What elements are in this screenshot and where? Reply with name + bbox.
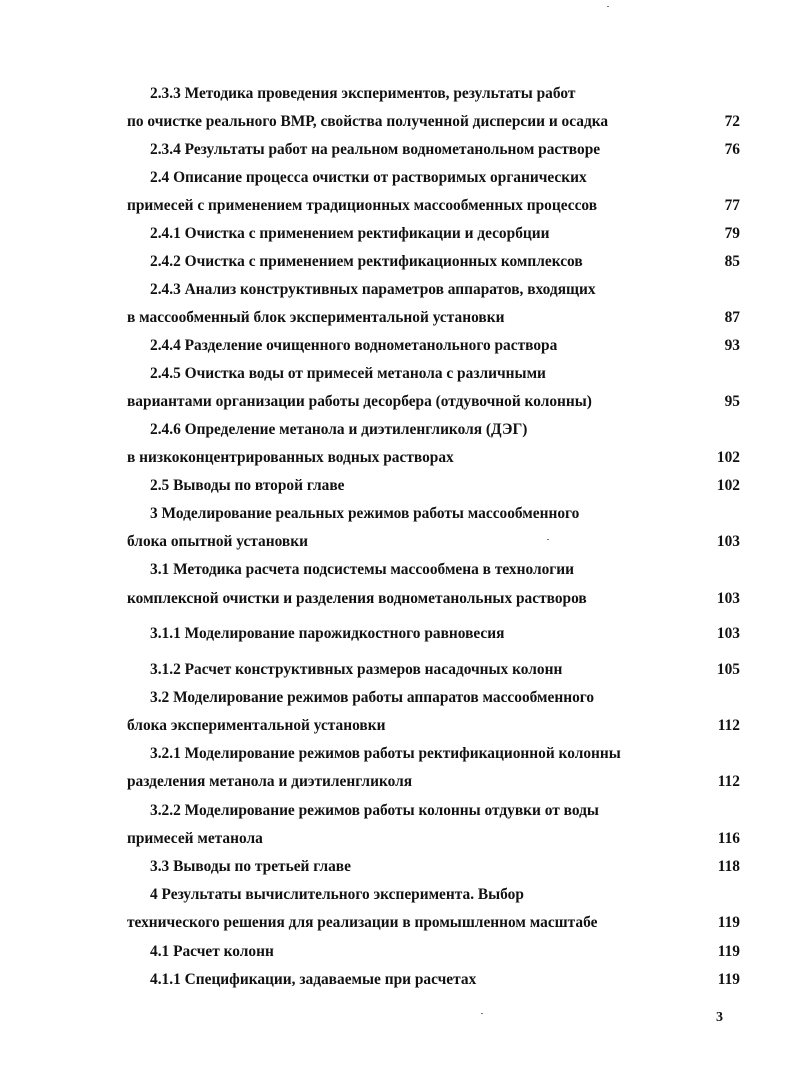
toc-entry-page: 103 — [716, 590, 740, 607]
toc-line — [0, 969, 797, 991]
toc-line — [0, 251, 797, 273]
toc-entry-text: 4.1 Расчет колонн — [150, 943, 274, 960]
toc-entry-text: 2.3.3 Методика проведения экспериментов, результаты работ — [150, 85, 576, 102]
toc-entry-page: 87 — [724, 309, 740, 326]
toc-line — [0, 195, 797, 217]
toc-entry-page: 112 — [717, 717, 740, 734]
toc-line — [0, 279, 797, 301]
toc-line — [0, 588, 797, 610]
toc-line — [0, 223, 797, 245]
toc-entry-page: 95 — [724, 393, 740, 410]
toc-entry-text: блока экспериментальной установки — [127, 717, 386, 734]
toc-entry-page: 112 — [717, 773, 740, 790]
toc-entry-page: 103 — [716, 533, 740, 550]
toc-entry-text: 3.3 Выводы по третьей главе — [150, 858, 351, 875]
toc-entry-text: 2.4.4 Разделение очищенного воднометанольного раствора — [150, 337, 558, 354]
toc-entry-page: 118 — [717, 858, 740, 875]
scan-speck — [607, 6, 609, 7]
toc-entry-text: примесей с применением традиционных массообменных процессов — [127, 197, 598, 214]
toc-entry-page: 102 — [716, 449, 740, 466]
toc-line — [0, 559, 797, 581]
toc-line — [0, 447, 797, 469]
toc-entry-text: 3 Моделирование реальных режимов работы массообменного — [150, 505, 580, 522]
toc-line — [0, 475, 797, 497]
toc-entry-text: 2.4.6 Определение метанола и диэтиленгликоля (ДЭГ) — [150, 421, 528, 438]
page-number: 3 — [716, 1010, 723, 1025]
scan-speck — [481, 1013, 483, 1014]
toc-entry-page: 103 — [716, 625, 740, 642]
toc-entry-page: 102 — [716, 477, 740, 494]
toc-entry-page: 119 — [717, 943, 740, 960]
toc-line — [0, 139, 797, 161]
toc-line — [0, 363, 797, 385]
toc-entry-text: 2.4.1 Очистка с применением ректификации и десорбции — [150, 225, 550, 242]
toc-line — [0, 83, 797, 105]
toc-line — [0, 941, 797, 963]
toc-entry-text: по очистке реального ВМР, свойства полученной дисперсии и осадка — [127, 113, 609, 130]
toc-line — [0, 167, 797, 189]
toc-entry-text: комплексной очистки и разделения воднометанольных растворов — [127, 590, 587, 607]
toc-line — [0, 391, 797, 413]
toc-line — [0, 800, 797, 822]
toc-line — [0, 856, 797, 878]
toc-line — [0, 687, 797, 709]
toc-entry-text: 2.5 Выводы по второй главе — [150, 477, 345, 494]
toc-entry-page: 93 — [724, 337, 740, 354]
toc-entry-page: 105 — [716, 661, 740, 678]
toc-entry-text: 3.1.1 Моделирование парожидкостного равновесия — [150, 625, 505, 642]
toc-entry-text: 3.1.2 Расчет конструктивных размеров насадочных колонн — [150, 661, 563, 678]
toc-line — [0, 743, 797, 765]
toc-entry-text: 3.1 Методика расчета подсистемы массообмена в технологии — [150, 561, 575, 578]
toc-line — [0, 884, 797, 906]
toc-entry-text: 3.2.2 Моделирование режимов работы колонны отдувки от воды — [150, 802, 599, 819]
toc-entry-text: 2.4.2 Очистка с применением ректификационных комплексов — [150, 253, 583, 270]
toc-entry-text: 3.2.1 Моделирование режимов работы ректификационной колонны — [150, 745, 621, 762]
scan-speck — [547, 539, 549, 540]
toc-entry-page: 85 — [724, 253, 740, 270]
toc-entry-page: 119 — [717, 914, 740, 931]
toc-entry-text: 4 Результаты вычислительного эксперимента. Выбор — [150, 886, 524, 903]
toc-entry-page: 79 — [724, 225, 740, 242]
toc-entry-text: 2.4.3 Анализ конструктивных параметров аппаратов, входящих — [150, 281, 596, 298]
toc-line — [0, 503, 797, 525]
toc-entry-text: в массообменный блок экспериментальной установки — [127, 309, 505, 326]
toc-entry-page: 116 — [717, 830, 740, 847]
toc-line — [0, 111, 797, 133]
toc-entry-text: 2.4.5 Очистка воды от примесей метанола с различными — [150, 365, 546, 382]
toc-line — [0, 307, 797, 329]
toc-entry-text: 2.4 Описание процесса очистки от растворимых органических — [150, 169, 587, 186]
toc-entry-text: 3.2 Моделирование режимов работы аппаратов массообменного — [150, 689, 595, 706]
toc-entry-text: блока опытной установки — [127, 533, 308, 550]
toc-line — [0, 828, 797, 850]
toc-entry-text: примесей метанола — [127, 830, 263, 847]
toc-line — [0, 623, 797, 645]
toc-entry-text: 2.3.4 Результаты работ на реальном воднометанольном растворе — [150, 141, 601, 158]
toc-entry-page: 76 — [724, 141, 740, 158]
toc-entry-page: 77 — [724, 197, 740, 214]
toc-entry-text: технического решения для реализации в промышленном масштабе — [127, 914, 598, 931]
toc-entry-text: 4.1.1 Спецификации, задаваемые при расчетах — [150, 971, 477, 988]
toc-entry-text: в низкоконцентрированных водных растворах — [127, 449, 454, 466]
toc-line — [0, 771, 797, 793]
toc-entry-page: 72 — [724, 113, 740, 130]
toc-entry-page: 119 — [717, 971, 740, 988]
toc-line — [0, 335, 797, 357]
toc-entry-text: вариантами организации работы десорбера (отдувочной колонны) — [127, 393, 592, 410]
toc-line — [0, 715, 797, 737]
toc-line — [0, 419, 797, 441]
toc-line — [0, 659, 797, 681]
toc-line — [0, 531, 797, 553]
toc-entry-text: разделения метанола и диэтиленгликоля — [127, 773, 413, 790]
toc-line — [0, 912, 797, 934]
